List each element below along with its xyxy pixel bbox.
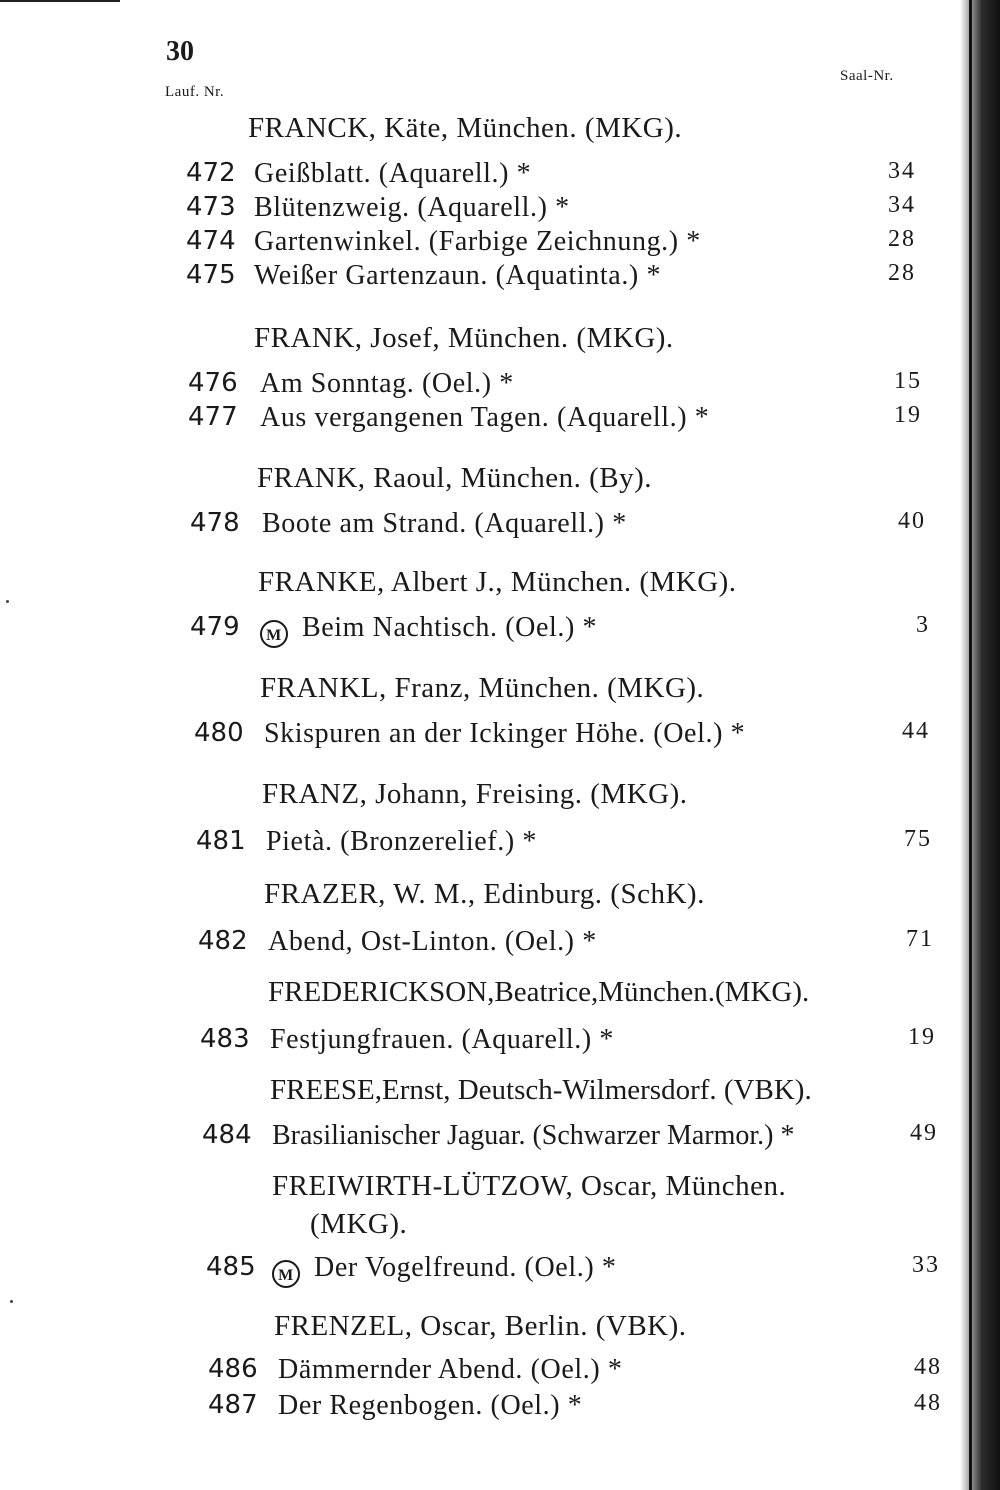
saal-number: 34 [888,192,916,218]
artist-heading: FREESE,Ernst, Deutsch-Wilmersdorf. (VBK). [270,1074,812,1106]
artist-heading: FRANK, Josef, München. (MKG). [254,322,674,354]
saal-number: 28 [888,226,916,252]
entry-title: Skispuren an der Ickinger Höhe. (Oel.) * [264,718,746,749]
entry-number: 472 [186,158,236,188]
page-edge-line [969,0,972,1490]
catalog-entry [200,1024,940,1058]
saal-number: 33 [912,1252,940,1278]
entry-number: 476 [188,368,238,398]
entry-number: 481 [196,826,246,856]
entry-title: Abend, Ost-Linton. (Oel.) * [268,926,597,957]
entry-title: Pietà. (Bronzerelief.) * [266,826,537,857]
catalog-entry [186,192,926,226]
entry-number: 474 [186,226,236,256]
entry-title: Festjungfrauen. (Aquarell.) * [270,1024,614,1055]
entry-number: 484 [202,1120,252,1150]
saal-number: 71 [906,926,934,952]
page-edge-shadow [960,0,1000,1490]
page-number: 30 [166,36,194,67]
right-column-label: Saal-Nr. [840,68,894,84]
entry-number: 482 [198,926,248,956]
entry-title: Blütenzweig. (Aquarell.) * [254,192,570,223]
artist-heading: FRANK, Raoul, München. (By). [257,462,653,494]
entry-title: Weißer Gartenzaun. (Aquatinta.) * [254,260,662,291]
saal-number: 3 [916,612,930,638]
entry-number: 486 [208,1354,258,1384]
saal-number: 28 [888,260,916,286]
scan-speck [10,1300,13,1303]
catalog-entry [186,260,926,294]
saal-number: 75 [904,826,932,852]
entry-title: Boote am Strand. (Aquarell.) * [262,508,627,539]
entry-title: Geißblatt. (Aquarell.) * [254,158,532,189]
catalog-entry [190,612,930,646]
entry-number: 483 [200,1024,250,1054]
artist-heading: FRANKL, Franz, München. (MKG). [260,672,705,704]
saal-number: 15 [894,368,922,394]
entry-number: 480 [194,718,244,748]
left-column-label: Lauf. Nr. [165,84,225,100]
artist-heading-continued: (MKG). [310,1208,408,1240]
entry-number: 473 [186,192,236,222]
catalog-entry [186,158,926,192]
artist-heading: FRANKE, Albert J., München. (MKG). [258,566,737,598]
entry-number: 475 [186,260,236,290]
catalog-entry [190,508,930,542]
entry-number: 487 [208,1390,258,1420]
entry-title: Der Regenbogen. (Oel.) * [278,1390,583,1421]
artist-heading: FRANCK, Käte, München. (MKG). [248,112,683,144]
artist-heading: FRANZ, Johann, Freising. (MKG). [262,778,688,810]
catalog-entry [208,1390,948,1424]
saal-number: 34 [888,158,916,184]
entry-title: Dämmernder Abend. (Oel.) * [278,1354,623,1385]
saal-number: 44 [902,718,930,744]
entry-title: Aus vergangenen Tagen. (Aquarell.) * [260,402,710,433]
museum-badge: M [260,620,288,648]
catalog-entry [186,226,926,260]
scan-speck [6,600,9,603]
catalog-entry [208,1354,948,1388]
catalog-entry [188,402,928,436]
museum-badge: M [272,1260,300,1288]
catalog-entry [194,718,934,752]
saal-number: 40 [898,508,926,534]
entry-title: Der Vogelfreund. (Oel.) * [314,1252,617,1283]
saal-number: 48 [914,1390,942,1416]
entry-title: Am Sonntag. (Oel.) * [260,368,514,399]
entry-number: 477 [188,402,238,432]
entry-number: 478 [190,508,240,538]
saal-number: 19 [894,402,922,428]
artist-heading: FREIWIRTH-LÜTZOW, Oscar, München. [272,1170,787,1202]
catalog-entry [196,826,936,860]
catalog-entry [202,1120,942,1154]
entry-number: 479 [190,612,240,642]
catalog-entry [188,368,928,402]
entry-title: Beim Nachtisch. (Oel.) * [302,612,598,643]
entry-number: 485 [206,1252,256,1282]
top-rule [0,0,120,2]
saal-number: 48 [914,1354,942,1380]
entry-title: Gartenwinkel. (Farbige Zeichnung.) * [254,226,701,257]
saal-number: 49 [910,1120,938,1146]
entry-title-wrap [272,1252,616,1288]
catalog-entry [206,1252,946,1286]
saal-number: 19 [908,1024,936,1050]
artist-heading: FRAZER, W. M., Edinburg. (SchK). [264,878,705,910]
entry-title-wrap [260,612,597,648]
artist-heading: FREDERICKSON,Beatrice,München.(MKG). [268,976,810,1008]
catalog-entry [198,926,938,960]
artist-heading: FRENZEL, Oscar, Berlin. (VBK). [274,1310,687,1342]
entry-title: Brasilianischer Jaguar. (Schwarzer Marmor.) * [272,1120,795,1151]
